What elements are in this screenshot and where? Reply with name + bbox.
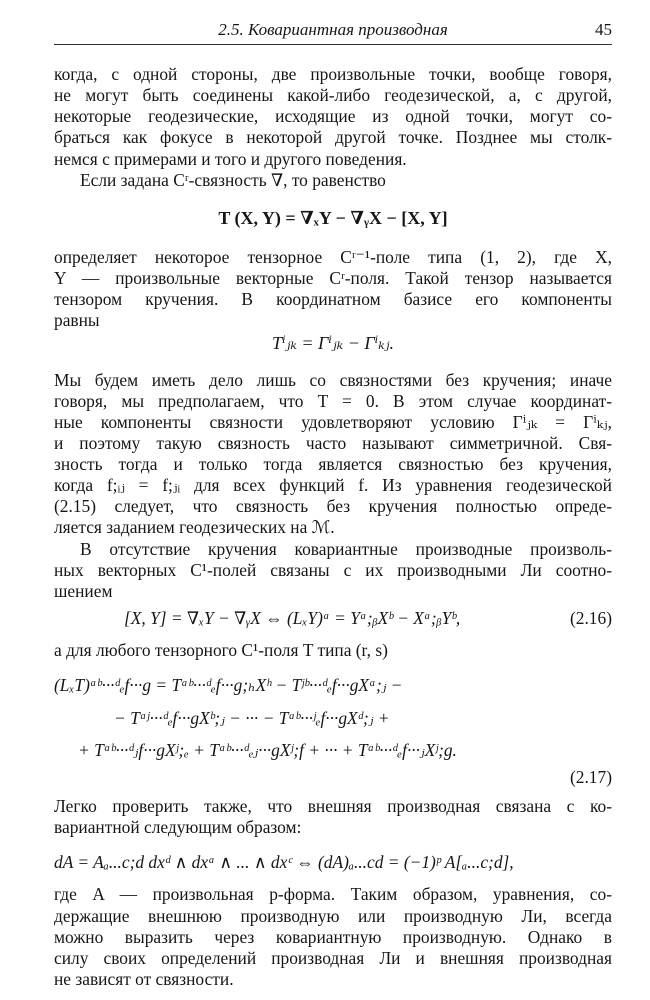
text-line: силу своих определений производная Ли и внешняя производная xyxy=(54,947,612,968)
text-line: Мы будем иметь дело лишь со связностями без кручения; иначе xyxy=(54,369,612,390)
text-line: Легко проверить также, что внешняя производная связана с ко- xyxy=(54,796,612,817)
text-line: ных векторных C¹-полей связаны с их производными Ли соотно- xyxy=(54,559,612,580)
text-line: Y — произвольные векторные Cʳ-поля. Такой тензор называется xyxy=(54,267,612,288)
equation-2-17-line-2: − Tᵃʲ···ᵈₑf···gXᵇ;ⱼ − ··· − Tᵃᵇ···ʲₑf···gXᵈ;ⱼ + xyxy=(114,707,390,728)
text-line: равны xyxy=(54,309,100,330)
equation-exterior-derivative: dA = Aₐ...c;d dxᵈ ∧ dxᵃ ∧ ... ∧ dxᶜ ⇔ (dA)ₐ...cd = (−1)ᵖ A[ₐ...c;d], xyxy=(54,851,514,872)
text-line: браться как фокусе в некоторой другой точке. Позднее мы столк- xyxy=(54,127,612,148)
running-title: 2.5. Ковариантная производная xyxy=(218,20,448,39)
text-line: определяет некоторое тензорное Cʳ⁻¹-поле типа (1, 2), где X, xyxy=(54,246,612,267)
text-line: а для любого тензорного C¹-поля T типа (r, s) xyxy=(54,640,388,661)
text-line: зность тогда и только тогда является связностью без кручения, xyxy=(54,454,612,475)
text-line: можно выразить через ковариантную производную. Однако в xyxy=(54,926,612,947)
equation-2-16: [X, Y] = ∇ₓY − ∇ᵧX ⇔ (LₓY)ᵃ = Yᵃ;ᵦXᵇ − Xᵃ;ᵦYᵇ, xyxy=(124,607,461,628)
page-number: 45 xyxy=(595,20,612,39)
text-line: вариантной следующим образом: xyxy=(54,817,302,838)
text-line: не зависят от связности. xyxy=(54,969,234,989)
equation-torsion: T (X, Y) = ∇ₓY − ∇ᵧX − [X, Y] xyxy=(218,208,448,229)
text-line: ные компоненты связности удовлетворяют условию Γⁱⱼₖ = Γⁱₖⱼ, xyxy=(54,411,612,432)
text-line: ляется заданием геодезических на ℳ. xyxy=(54,517,335,538)
text-line: не могут быть соединены какой-либо геодезической, а, с другой, xyxy=(54,85,612,106)
equation-torsion-components: Tⁱⱼₖ = Γⁱⱼₖ − Γⁱₖⱼ. xyxy=(271,333,395,353)
running-header xyxy=(54,18,612,45)
text-line: (2.15) следует, что связность без кручения полностью опреде- xyxy=(54,496,612,517)
text-line: держащие внешнюю производную или производную Ли, всегда xyxy=(54,905,612,926)
equation-number-2-17: (2.17) xyxy=(569,767,612,788)
text-line: где A — произвольная p-форма. Таким образом, уравнения, со- xyxy=(54,884,612,905)
text-line: когда f;ᵢⱼ = f;ⱼᵢ для всех функций f. Из уравнения геодезической xyxy=(54,475,612,496)
text-line: некоторые геодезические, исходящие из одной точки, могут со- xyxy=(54,106,612,127)
text-line: шением xyxy=(54,580,113,601)
text-line: Если задана Cʳ-связность ∇, то равенство xyxy=(80,169,386,190)
equation-number-2-16: (2.16) xyxy=(569,607,612,628)
text-line: когда, с одной стороны, две произвольные точки, вообще говоря, xyxy=(54,64,612,84)
text-line: и поэтому такую связность часто называют симметричной. Свя- xyxy=(54,432,612,453)
equation-2-17-line-3: + Tᵃᵇ···ᵈⱼf···gXʲ;ₑ + Tᵃᵇ···ᵈₑⱼ···gXʲ;f + ··· + Tᵃᵇ···ᵈₑf···ⱼXʲ;g. xyxy=(78,740,457,761)
equation-2-16-row xyxy=(54,608,612,629)
text-line: В отсутствие кручения ковариантные производные произволь- xyxy=(80,538,612,559)
text-line: говоря, мы предполагаем, что T = 0. В этом случае координат- xyxy=(54,390,612,411)
text-line: тензором кручения. В координатном базисе его компоненты xyxy=(54,288,612,309)
equation-2-17-line-1: (LₓT)ᵃᵇ···ᵈₑf···g = Tᵃᵇ···ᵈₑf···g;ₕXʰ − Tʲᵇ···ᵈₑf···gXᵃ;ⱼ − xyxy=(54,675,403,696)
text-line: немся с примерами и того и другого поведения. xyxy=(54,148,407,169)
